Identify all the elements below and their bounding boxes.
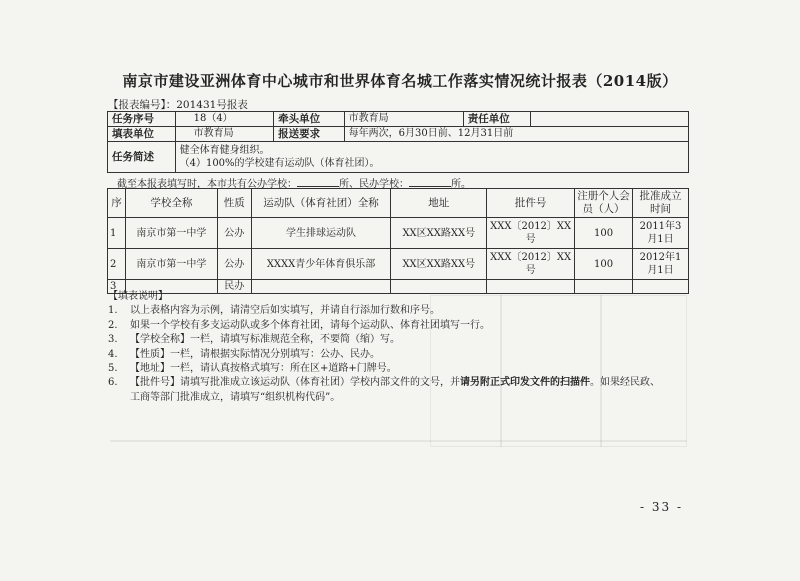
cell-approval-no: XXX〔2012〕XX号 [487,249,575,280]
task-desc-label: 任务简述 [108,142,176,173]
instructions-heading: 【填表说明】 [108,291,168,302]
table-row [108,249,689,280]
submit-req-value: 每年两次，6月30日前、12月31日前 [344,127,688,142]
sports-team-table [107,188,689,294]
task-no-value: 18（4） [175,112,274,127]
cell-members: 100 [575,249,633,280]
cell-address: XX区XX路XX号 [391,249,487,280]
private-count-blank [409,177,451,187]
resp-unit-value [531,112,689,127]
task-info-table [107,111,689,173]
col-header-date: 批准成立时间 [633,189,689,218]
cell-nature: 民办 [217,280,251,294]
cell-school: 南京市第一中学 [125,249,217,280]
cell-address: XX区XX路XX号 [391,218,487,249]
cell-date: 2012年1月1日 [633,249,689,280]
scan-attachment-emphasis: 请另附正式印发文件的扫描件 [460,377,590,389]
lead-unit-value: 市教育局 [344,112,463,127]
cell-members: 100 [575,218,633,249]
page-number: - 33 - [640,500,684,514]
task-desc-line: （4）100%的学校建有运动队（体育社团）。 [179,158,380,169]
table-header-row [108,189,689,218]
submit-req-label: 报送要求 [274,127,345,142]
task-desc-line: 健全体育健身组织。 [179,145,270,156]
fill-instructions [108,290,688,405]
resp-unit-label: 责任单位 [463,112,531,127]
col-header-members: 注册个人会员（人） [575,189,633,218]
cell-approval-no: XXX〔2012〕XX号 [487,218,575,249]
col-header-address: 地址 [391,189,487,218]
count-suffix: 所。 [451,179,471,190]
cell-nature: 公办 [217,249,251,280]
cell-nature: 公办 [217,218,251,249]
cell-team: 学生排球运动队 [251,218,391,249]
task-no-label: 任务序号 [108,112,176,127]
report-number: 【报表编号】：201431号报表 [108,99,248,111]
cell-school: 南京市第一中学 [125,218,217,249]
fill-unit-label: 填表单位 [108,127,176,142]
col-header-school: 学校全称 [125,189,217,218]
count-prefix: 截至本报表填写时，本市共有公办学校： [117,179,297,190]
fill-unit-value: 市教育局 [175,127,274,142]
page-title: 南京市建设亚洲体育中心城市和世界体育名城工作落实情况统计报表（2014版） [122,72,678,90]
public-count-blank [297,177,339,187]
cell-seq: 1 [108,218,126,249]
instruction-item: 4. 【性质】一栏，请根据实际情况分别填写：公办、民办。 [108,348,380,360]
instruction-item: 1. 以上表格内容为示例，请清空后如实填写，并请自行添加行数和序号。 [108,305,440,317]
cell-seq: 3 [108,280,126,294]
task-desc-value [175,142,688,173]
cell-team: XXXX青少年体育俱乐部 [251,249,391,280]
col-header-nature: 性质 [217,189,251,218]
cell-date: 2011年3月1日 [633,218,689,249]
instruction-item: 2. 如果一个学校有多支运动队或多个体育社团，请每个运动队、体育社团填写一行。 [108,319,490,331]
cell-seq: 2 [108,249,126,280]
bleed-through-line [110,440,687,442]
instruction-item: 6. 【批件号】请填写批准成立该运动队（体育社团）学校内部文件的文号，并请另附正式印发文件的扫描件。如果经民政、 [108,377,660,389]
col-header-team: 运动队（体育社团）全称 [251,189,391,218]
instruction-continuation: 工商等部门批准成立，请填写“组织机构代码”。 [130,391,341,403]
instruction-item: 3. 【学校全称】一栏，请填写标准规范全称，不要简（缩）写。 [108,334,400,346]
col-header-approval-no: 批件号 [487,189,575,218]
table-row [108,218,689,249]
lead-unit-label: 牵头单位 [274,112,345,127]
instruction-item: 5. 【地址】一栏，请认真按格式填写：所在区+道路+门牌号。 [108,363,397,375]
col-header-seq: 序 [108,189,126,218]
count-mid: 所、民办学校： [339,179,409,190]
